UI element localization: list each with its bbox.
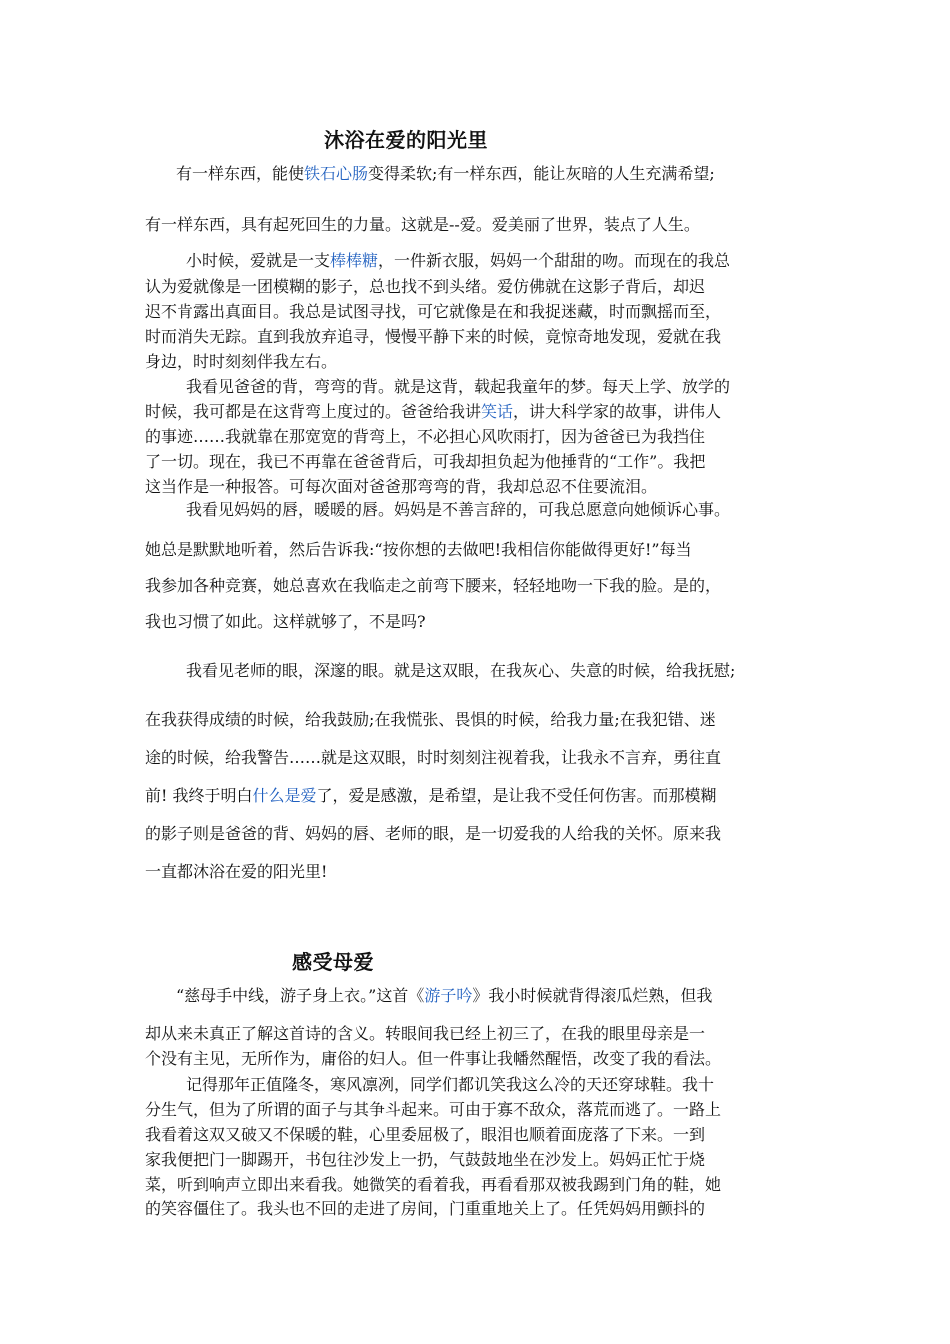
- text-run: 我看着这双又破又不保暖的鞋，心里委屈极了，眼泪也顺着面庞落了下来。一到: [145, 1125, 706, 1144]
- text-run: 的影子则是爸爸的背、妈妈的唇、老师的眼，是一切爱我的人给我的关怀。原来我: [145, 824, 722, 843]
- inline-link[interactable]: 什么是爱: [252, 786, 317, 805]
- text-run: 的笑容僵住了。我头也不回的走进了房间，门重重地关上了。任凭妈妈用颤抖的: [145, 1199, 706, 1218]
- text-run: 小时候，爱就是一支: [186, 251, 331, 270]
- text-run: 我参加各种竞赛，她总喜欢在我临走之前弯下腰来，轻轻地吻一下我的脸。是的，: [145, 576, 722, 595]
- text-run: ，讲大科学家的故事，讲伟人: [513, 402, 722, 421]
- text-line: [145, 1100, 810, 1120]
- text-line: [145, 1199, 810, 1219]
- text-run: 时候，我可都是在这背弯上度过的。爸爸给我讲: [145, 402, 482, 421]
- text-run: 身边，时时刻刻伴我左右。: [145, 352, 338, 371]
- text-line: [145, 1125, 810, 1145]
- text-line: [145, 402, 810, 422]
- text-run: 有一样东西，具有起死回生的力量。这就是--爱。爱美丽了世界，装点了人生。: [145, 215, 700, 234]
- text-run: “慈母手中线，游子身上衣。”这首《: [176, 986, 425, 1005]
- text-run: 我看见老师的眼，深邃的眼。就是这双眼，在我灰心、失意的时候，给我抚慰;: [186, 661, 736, 680]
- text-line: [145, 576, 810, 596]
- article-title: 沐浴在爱的阳光里: [324, 128, 488, 152]
- text-run: 个没有主见，无所作为，庸俗的妇人。但一件事让我幡然醒悟，改变了我的看法。: [145, 1049, 722, 1068]
- inline-link[interactable]: 游子吟: [424, 986, 473, 1005]
- text-line: [186, 251, 810, 271]
- text-line: [145, 1049, 810, 1069]
- text-line: [145, 540, 810, 560]
- text-run: 的事迹……我就靠在那宽宽的背弯上，不必担心风吹雨打，因为爸爸已为我挡住: [145, 427, 706, 446]
- text-line: [145, 1150, 810, 1170]
- text-run: 这当作是一种报答。可每次面对爸爸那弯弯的背，我却总忍不住要流泪。: [145, 477, 658, 496]
- text-line: [145, 748, 810, 768]
- text-line: [186, 661, 810, 681]
- article-title: 感受母爱: [292, 950, 374, 974]
- text-line: [145, 327, 810, 347]
- text-run: 分生气，但为了所谓的面子与其争斗起来。可由于寡不敌众，落荒而逃了。一路上: [145, 1100, 722, 1119]
- text-run: ，一件新衣服，妈妈一个甜甜的吻。而现在的我总: [378, 251, 731, 270]
- inline-link[interactable]: 棒棒糖: [330, 251, 379, 270]
- text-line: [176, 164, 810, 184]
- text-run: 记得那年正值隆冬，寒风凛冽，同学们都讥笑我这么冷的天还穿球鞋。我十: [186, 1075, 715, 1094]
- text-line: [145, 612, 810, 632]
- text-run: 认为爱就像是一团模糊的影子，总也找不到头绪。爱仿佛就在这影子背后，却迟: [145, 277, 706, 296]
- text-line: [186, 1075, 810, 1095]
- text-run: 前! 我终于明白: [145, 786, 253, 805]
- text-line: [145, 1175, 810, 1195]
- text-run: 了，爱是感激，是希望，是让我不受任何伤害。而那模糊: [316, 786, 717, 805]
- text-line: [145, 477, 810, 497]
- text-line: [145, 786, 810, 806]
- text-line: [145, 277, 810, 297]
- text-line: [145, 824, 810, 844]
- text-run: 途的时候，给我警告……就是这双眼，时时刻刻注视着我，让我永不言弃，勇往直: [145, 748, 722, 767]
- text-run: 我看见妈妈的唇，暖暖的唇。妈妈是不善言辞的，可我总愿意向她倾诉心事。: [186, 500, 731, 519]
- text-run: 一直都沐浴在爱的阳光里!: [145, 862, 328, 881]
- text-run: 了一切。现在，我已不再靠在爸爸背后，可我却担负起为他捶背的“工作”。我把: [145, 452, 706, 471]
- inline-link[interactable]: 铁石心肠: [304, 164, 369, 183]
- text-line: [145, 862, 810, 882]
- text-run: 却从来未真正了解这首诗的含义。转眼间我已经上初三了，在我的眼里母亲是一: [145, 1024, 706, 1043]
- text-run: 家我便把门一脚踢开，书包往沙发上一扔，气鼓鼓地坐在沙发上。妈妈正忙于烧: [145, 1150, 706, 1169]
- text-line: [186, 377, 810, 397]
- inline-link[interactable]: 笑话: [481, 402, 514, 421]
- text-line: [145, 215, 810, 235]
- text-run: 》我小时候就背得滚瓜烂熟，但我: [472, 986, 713, 1005]
- text-line: [145, 1024, 810, 1044]
- text-line: [145, 302, 810, 322]
- text-run: 迟不肯露出真面目。我总是试图寻找，可它就像是在和我捉迷藏，时而飘摇而至，: [145, 302, 722, 321]
- text-run: 时而消失无踪。直到我放弃追寻，慢慢平静下来的时候，竟惊奇地发现，爱就在我: [145, 327, 722, 346]
- text-line: [145, 427, 810, 447]
- text-line: [145, 452, 810, 472]
- text-run: 在我获得成绩的时候，给我鼓励;在我慌张、畏惧的时候，给我力量;在我犯错、迷: [145, 710, 716, 729]
- text-run: 有一样东西，能使: [176, 164, 305, 183]
- text-run: 她总是默默地听着，然后告诉我:“按你想的去做吧!我相信你能做得更好!”每当: [145, 540, 692, 559]
- text-line: [145, 352, 810, 372]
- text-run: 我也习惯了如此。这样就够了，不是吗?: [145, 612, 426, 631]
- text-line: [145, 710, 810, 730]
- text-run: 我看见爸爸的背，弯弯的背。就是这背，载起我童年的梦。每天上学、放学的: [186, 377, 731, 396]
- text-run: 变得柔软;有一样东西，能让灰暗的人生充满希望;: [368, 164, 715, 183]
- text-run: 菜，听到响声立即出来看我。她微笑的看着我，再看看那双被我踢到门角的鞋，她: [145, 1175, 722, 1194]
- text-line: [176, 986, 810, 1006]
- text-line: [186, 500, 810, 520]
